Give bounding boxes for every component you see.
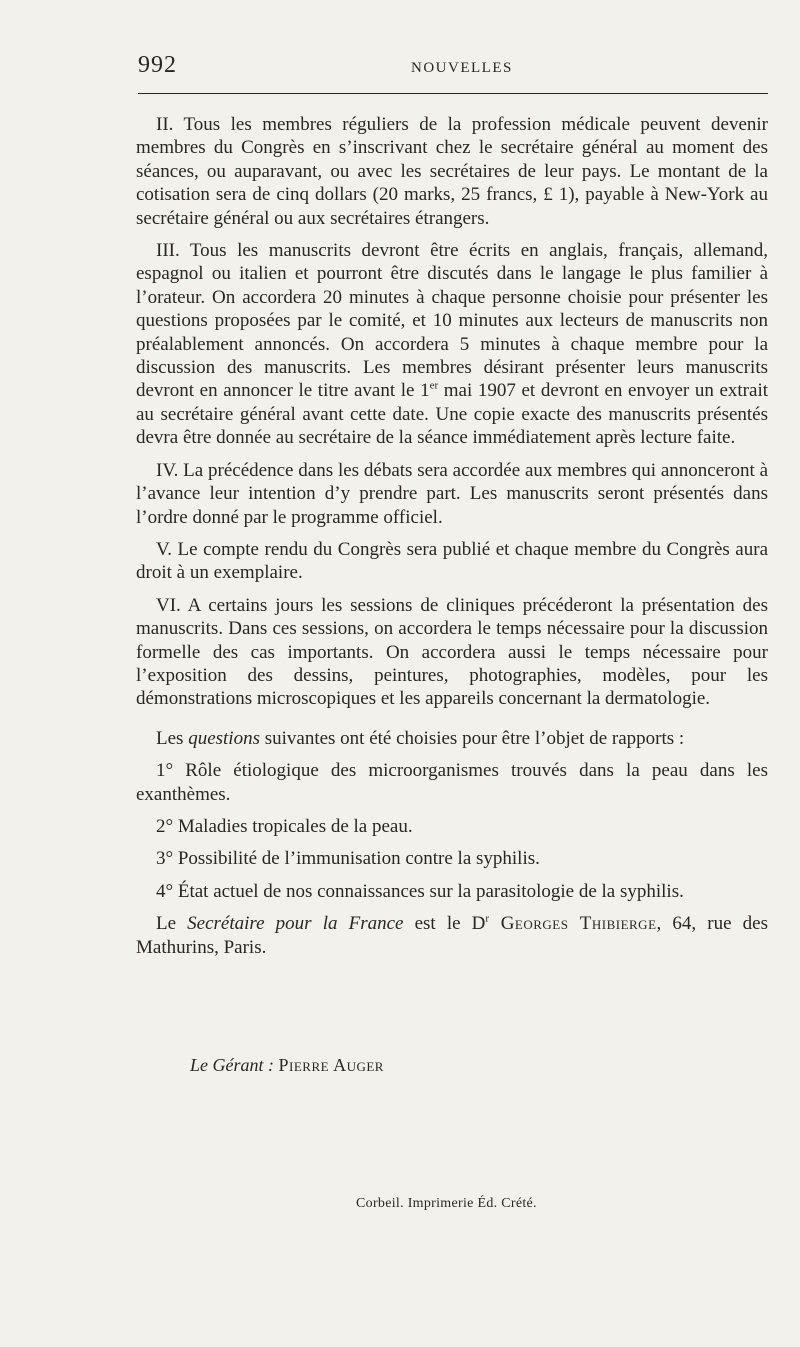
ordinal-superscript: er: [429, 380, 439, 393]
paragraph-iv: IV. La précédence dans les débats sera accordée aux membres qui annonceront à l’avance leur intention d’y prendre part. Les manuscrits seront présentés dans l’ordre donné par le programme officiel.: [136, 459, 768, 528]
running-head: NOUVELLES: [411, 60, 513, 76]
secretary-text-a: Le: [156, 913, 188, 935]
questions-intro-a: Les: [156, 727, 189, 749]
paragraph-vi: VI. A certains jours les sessions de cliniques précéderont la présentation des manuscrits. Dans ces sessions, on accordera le temps nécessaire pour la discussion formelle des cas importants. On accordera aussi le temps nécessaire pour l’exposition des dessins, peintures, photographies, modèles, pour les démonstrations microscopiques et les appareils concernant la dermatologie.: [136, 594, 768, 710]
question-1: 1° Rôle étiologique des microorganismes trouvés dans la peau dans les exanthèmes.: [136, 760, 768, 805]
question-4: 4° État actuel de nos connaissances sur la parasitologie de la syphilis.: [156, 880, 684, 902]
secretary-name: Georges Thibierge: [489, 913, 657, 935]
secretary-paragraph: [136, 912, 768, 959]
signature-name: Pierre Auger: [278, 1055, 384, 1075]
questions-intro-em: questions: [188, 727, 260, 749]
secretary-text-b: est le D: [403, 913, 486, 935]
doctor-superscript: r: [485, 912, 490, 925]
secretary-text-c: , 64, rue des Mathurins, Paris.: [136, 913, 768, 958]
paragraph-iii-text-b: mai 1907 et devront en envoyer un extrait au secrétaire général avant cette date. Une copie exacte des manuscrits présentés devra être donnée au secrétaire de la séance immédiatement après lecture faite.: [136, 380, 769, 449]
paragraph-v: V. Le compte rendu du Congrès sera publié et chaque membre du Congrès aura droit à un exemplaire.: [136, 538, 768, 584]
signature-label: Le Gérant :: [190, 1055, 279, 1075]
signature-line: [190, 1055, 384, 1076]
paragraph-ii: II. Tous les membres réguliers de la profession médicale peuvent devenir membres du Congrès en s’inscrivant chez le secrétaire général au moment des séances, ou auparavant, ou avec les secrétaires de leur pays. Le montant de la cotisation sera de cinq dollars (20 marks, 25 francs, £ 1), payable à New-York au secrétaire général ou aux secrétaires étrangers.: [136, 114, 768, 229]
body-text: [136, 113, 768, 968]
page-header: [138, 52, 768, 82]
printer-imprint: Corbeil. Imprimerie Éd. Crété.: [356, 1196, 537, 1211]
question-3: 3° Possibilité de l’immunisation contre la syphilis.: [156, 848, 540, 870]
paragraph-iii-text-a: III. Tous les manuscrits devront être écrits en anglais, français, allemand, espagnol ou italien et pourront être discutés dans le langage le plus familier à l’orateur. On accordera 20 minutes à chaque personne choisie pour présenter les questions proposées par le comité, et 10 minutes aux lecteurs de manuscrits non préalablement annoncés. On accordera 5 minutes à chaque membre pour la discussion des manuscrits. Les membres désirant présenter leurs manuscrits devront en annoncer le titre avant le 1: [136, 240, 768, 402]
header-rule: [138, 93, 768, 94]
questions-intro-b: suivantes ont été choisies pour être l’objet de rapports :: [259, 727, 685, 749]
paragraph-iii: [136, 239, 768, 450]
questions-intro: [136, 727, 768, 750]
question-2: 2° Maladies tropicales de la peau.: [156, 815, 413, 837]
secretary-title: Secrétaire pour la France: [187, 913, 404, 935]
page-number: 992: [138, 52, 177, 78]
